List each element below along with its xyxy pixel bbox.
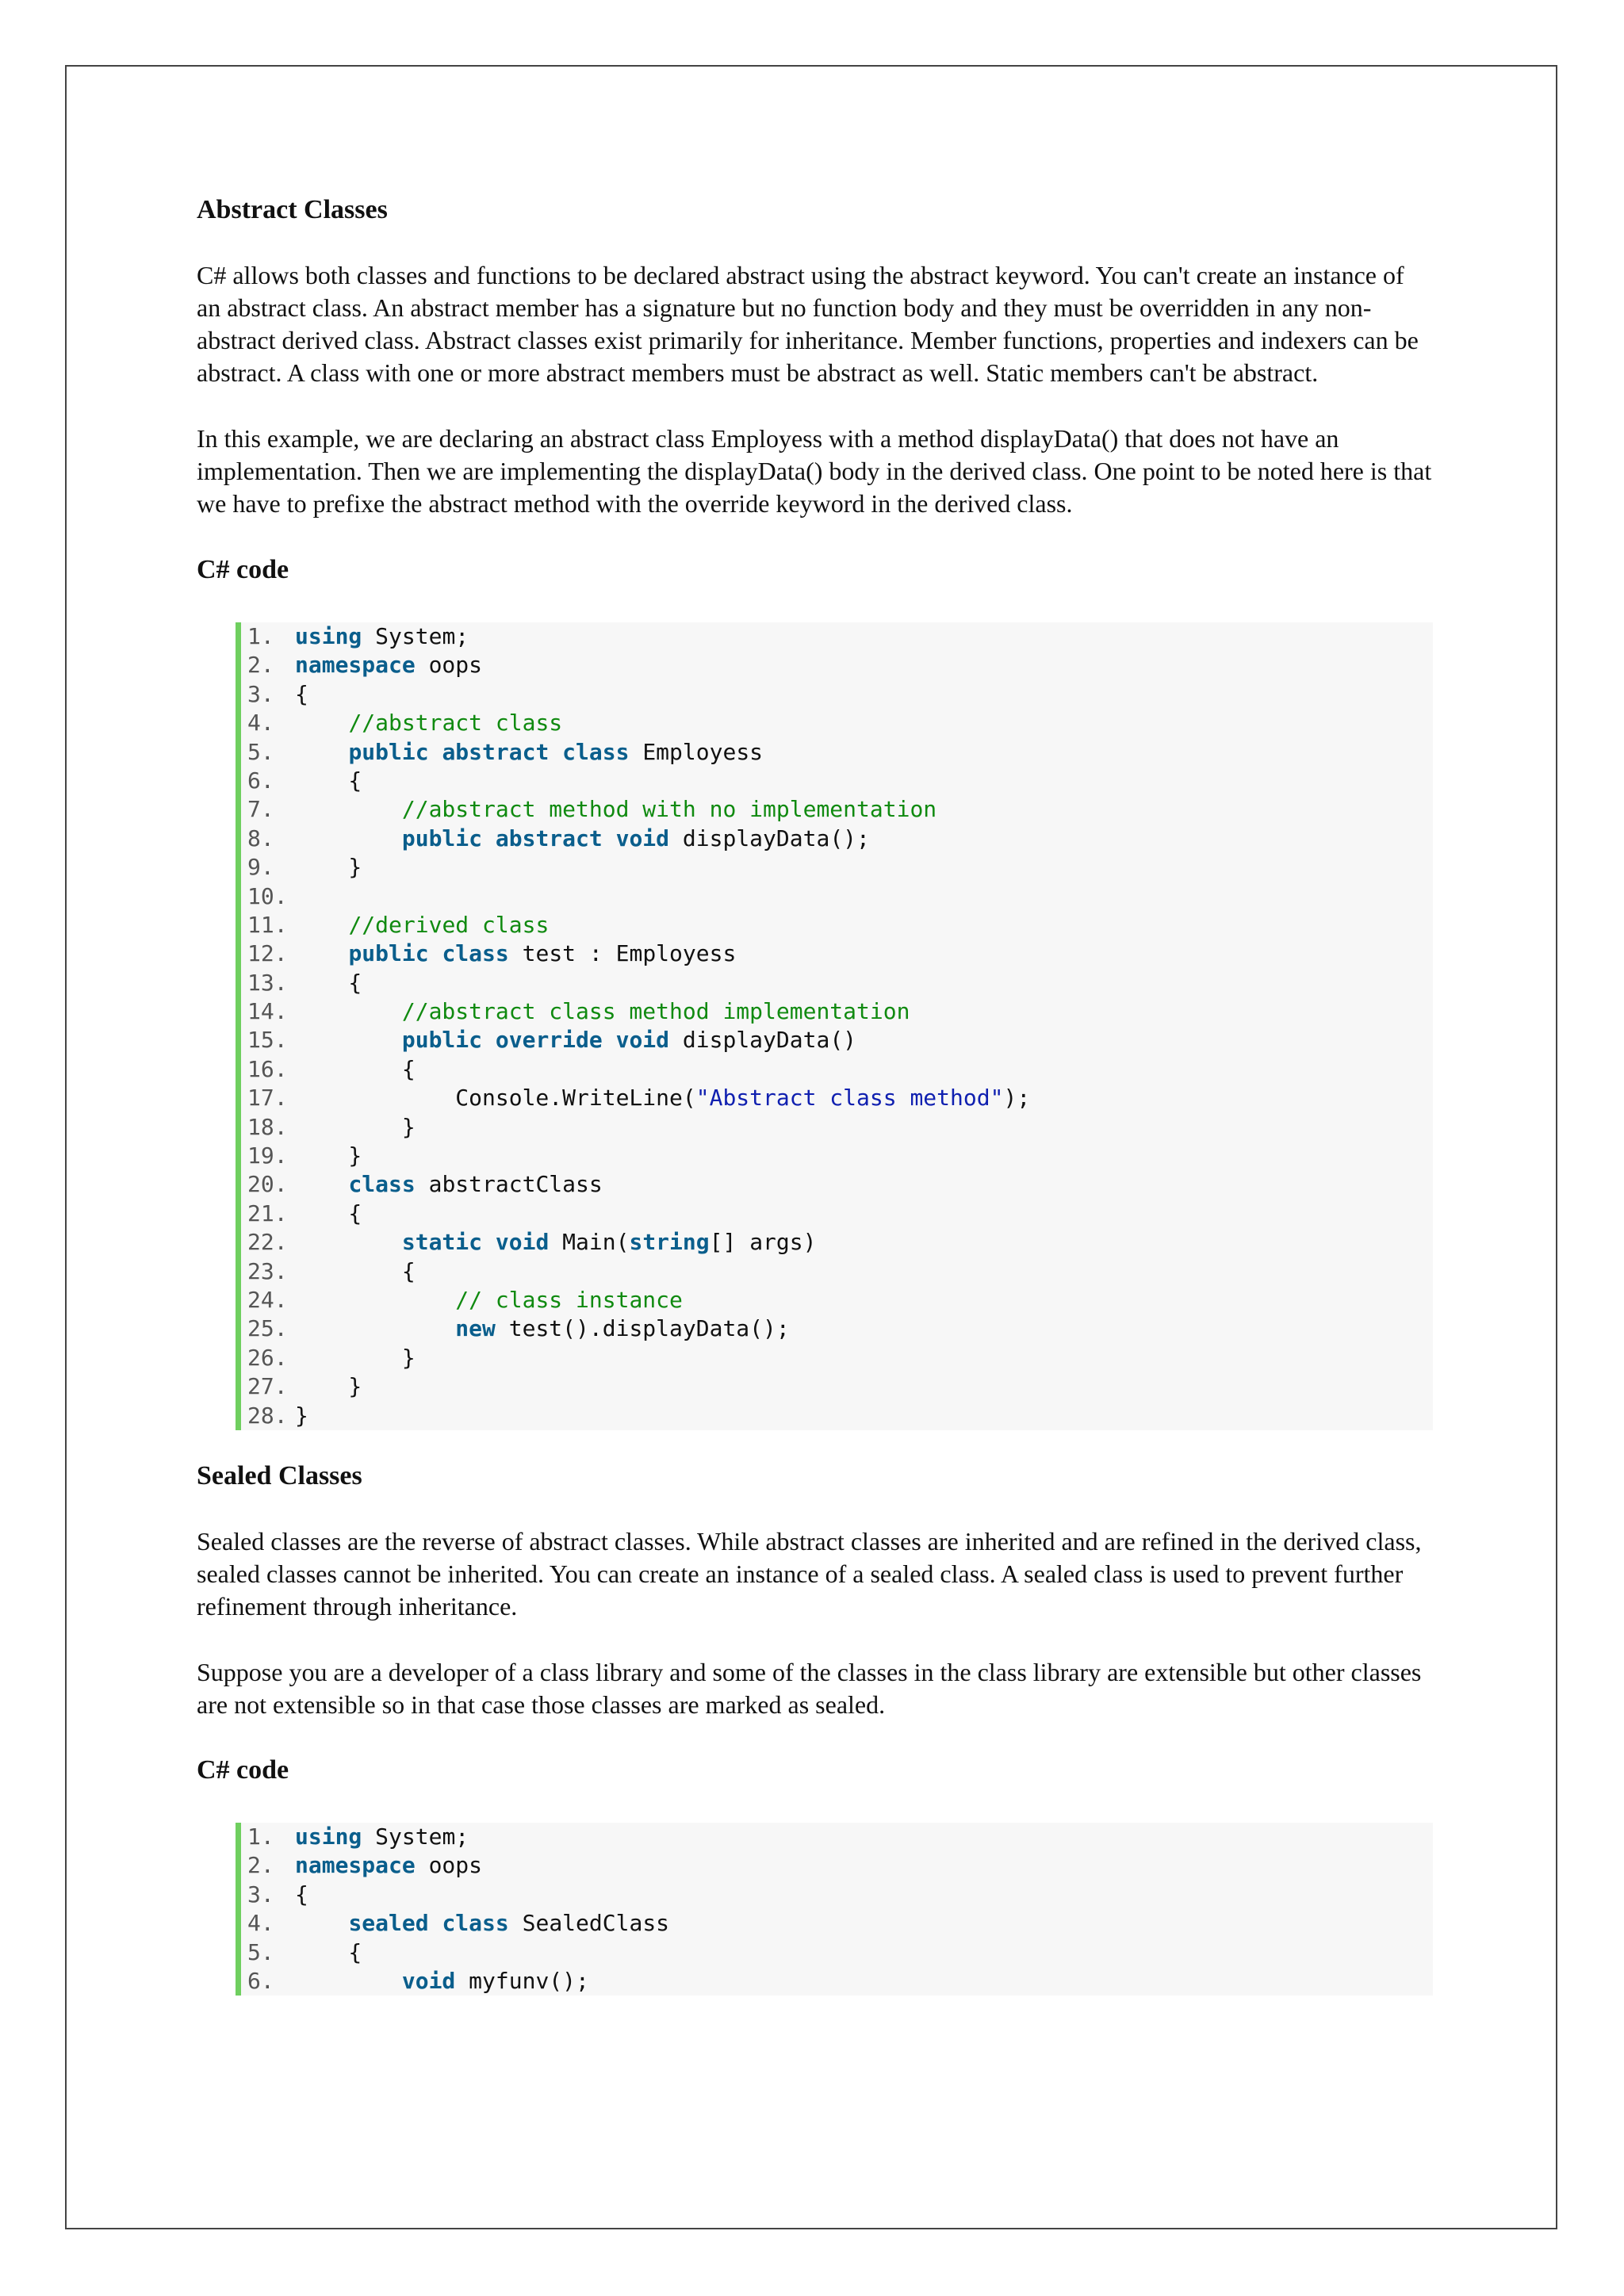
code-text: public override void displayData() bbox=[401, 1027, 857, 1054]
line-number: 10. bbox=[247, 882, 288, 909]
document-content bbox=[197, 194, 1434, 1996]
code-text: namespace oops bbox=[295, 1852, 483, 1879]
code-text: } bbox=[295, 1344, 416, 1371]
heading-abstract-classes: Abstract Classes bbox=[197, 195, 388, 224]
code-line bbox=[241, 1967, 1433, 1996]
line-number: 27. bbox=[247, 1373, 288, 1400]
code-line bbox=[241, 1402, 1433, 1430]
code-text: // class instance bbox=[455, 1286, 683, 1313]
code-text: } bbox=[295, 1373, 362, 1400]
heading-sealed-classes: Sealed Classes bbox=[197, 1460, 362, 1490]
code-line bbox=[241, 1257, 1433, 1286]
code-line bbox=[241, 1909, 1433, 1938]
code-line bbox=[241, 1344, 1433, 1372]
line-number: 18. bbox=[247, 1113, 288, 1140]
code-line bbox=[241, 939, 1433, 968]
line-number: 4. bbox=[247, 710, 274, 737]
code-line bbox=[241, 1113, 1433, 1142]
code-line bbox=[241, 997, 1433, 1026]
line-number: 12. bbox=[247, 940, 288, 967]
line-number: 13. bbox=[247, 969, 288, 996]
code-text: { bbox=[295, 969, 362, 996]
paragraph-abstract-intro: C# allows both classes and functions to be declared abstract using the abstract keyword. You can't create an instance of an abstract class. An abstract member has a signature but no function body and they must be overridden in any non-abstract derived class. Abstract classes exist primarily for inheritance. Member functions, properties and indexers can be abstract. A class with one or more abstract members must be abstract as well. Static members can't be abstract. bbox=[197, 261, 1419, 387]
code-line bbox=[241, 882, 1433, 911]
line-number: 3. bbox=[247, 680, 274, 707]
line-number: 28. bbox=[247, 1402, 288, 1429]
code-text: } bbox=[295, 1142, 362, 1169]
line-number: 22. bbox=[247, 1229, 288, 1256]
line-number: 21. bbox=[247, 1200, 288, 1226]
line-number: 8. bbox=[247, 825, 274, 851]
code-text: namespace oops bbox=[295, 652, 483, 679]
heading-code-1: C# code bbox=[197, 555, 289, 584]
code-text: { bbox=[295, 1938, 362, 1965]
code-text: class abstractClass bbox=[348, 1171, 603, 1198]
code-text: { bbox=[295, 1055, 416, 1082]
code-line bbox=[241, 1142, 1433, 1170]
code-line bbox=[241, 651, 1433, 679]
line-number: 4. bbox=[247, 1910, 274, 1937]
code-text: //abstract method with no implementation bbox=[401, 796, 937, 823]
line-number: 2. bbox=[247, 1852, 274, 1879]
code-line bbox=[241, 1286, 1433, 1314]
code-text: //abstract class method implementation bbox=[401, 998, 910, 1025]
line-number: 20. bbox=[247, 1171, 288, 1198]
code-line bbox=[241, 1314, 1433, 1343]
line-number: 7. bbox=[247, 796, 274, 823]
code-text: Console.WriteLine("Abstract class method"); bbox=[295, 1085, 1031, 1112]
code-line bbox=[241, 738, 1433, 767]
code-text: new test().displayData(); bbox=[455, 1315, 790, 1342]
code-line bbox=[241, 825, 1433, 853]
code-block-abstract bbox=[236, 622, 1433, 1430]
code-block-sealed bbox=[236, 1823, 1433, 1996]
line-number: 26. bbox=[247, 1344, 288, 1371]
code-line bbox=[241, 1851, 1433, 1880]
line-number: 23. bbox=[247, 1257, 288, 1284]
code-line bbox=[241, 1372, 1433, 1401]
line-number: 9. bbox=[247, 854, 274, 881]
code-text: public class test : Employess bbox=[348, 940, 737, 967]
code-text: sealed class SealedClass bbox=[348, 1910, 670, 1937]
code-text: public abstract void displayData(); bbox=[401, 825, 870, 851]
line-number: 5. bbox=[247, 1938, 274, 1965]
line-number: 1. bbox=[247, 1823, 274, 1850]
heading-code-2: C# code bbox=[197, 1755, 289, 1785]
code-line bbox=[241, 1881, 1433, 1909]
code-text: //abstract class bbox=[348, 710, 563, 737]
code-line bbox=[241, 853, 1433, 882]
code-line bbox=[241, 795, 1433, 824]
line-number: 3. bbox=[247, 1881, 274, 1908]
code-line bbox=[241, 767, 1433, 795]
line-number: 1. bbox=[247, 623, 274, 649]
paragraph-sealed-example: Suppose you are a developer of a class library and some of the classes in the class library are extensible but other classes are not extensible so in that case those classes are marked as sealed. bbox=[197, 1657, 1422, 1719]
code-line bbox=[241, 1228, 1433, 1257]
code-line bbox=[241, 709, 1433, 737]
code-text: } bbox=[295, 1402, 308, 1429]
code-text: static void Main(string[] args) bbox=[401, 1229, 817, 1256]
line-number: 16. bbox=[247, 1055, 288, 1082]
code-text: void myfunv(); bbox=[401, 1967, 589, 1994]
line-number: 2. bbox=[247, 652, 274, 679]
code-line bbox=[241, 911, 1433, 939]
line-number: 25. bbox=[247, 1315, 288, 1342]
line-number: 15. bbox=[247, 1027, 288, 1054]
line-number: 5. bbox=[247, 738, 274, 765]
code-line bbox=[241, 622, 1433, 651]
code-text: { bbox=[295, 1881, 308, 1908]
code-text: } bbox=[295, 1113, 416, 1140]
line-number: 24. bbox=[247, 1286, 288, 1313]
line-number: 14. bbox=[247, 998, 288, 1025]
code-text: } bbox=[295, 854, 362, 881]
paragraph-sealed-intro: Sealed classes are the reverse of abstract classes. While abstract classes are inherited and are refined in the derived class, sealed classes cannot be inherited. You can create an instance of a sealed class. A sealed class is used to prevent further refinement through inheritance. bbox=[197, 1526, 1422, 1621]
line-number: 17. bbox=[247, 1085, 288, 1112]
code-text: using System; bbox=[295, 623, 469, 649]
paragraph-abstract-example: In this example, we are declaring an abstract class Employess with a method displayData() that does not have an implementation. Then we are implementing the displayData() body in the derived class. One point to be noted here is that we have to prefixe the abstract method with the override keyword in the derived class. bbox=[197, 424, 1432, 518]
code-text: { bbox=[295, 1200, 362, 1226]
code-line bbox=[241, 680, 1433, 709]
line-number: 19. bbox=[247, 1142, 288, 1169]
line-number: 6. bbox=[247, 767, 274, 794]
code-line bbox=[241, 1170, 1433, 1199]
code-line bbox=[241, 1084, 1433, 1112]
code-text: public abstract class Employess bbox=[348, 738, 764, 765]
code-text: //derived class bbox=[348, 911, 550, 938]
line-number: 11. bbox=[247, 911, 288, 938]
code-line bbox=[241, 1200, 1433, 1228]
code-line bbox=[241, 1055, 1433, 1084]
code-text: { bbox=[295, 680, 308, 707]
code-line bbox=[241, 1823, 1433, 1851]
code-line bbox=[241, 1938, 1433, 1967]
code-line bbox=[241, 1026, 1433, 1054]
code-text: using System; bbox=[295, 1823, 469, 1850]
code-text: { bbox=[295, 767, 362, 794]
line-number: 6. bbox=[247, 1967, 274, 1994]
code-text: { bbox=[295, 1257, 416, 1284]
code-line bbox=[241, 969, 1433, 997]
